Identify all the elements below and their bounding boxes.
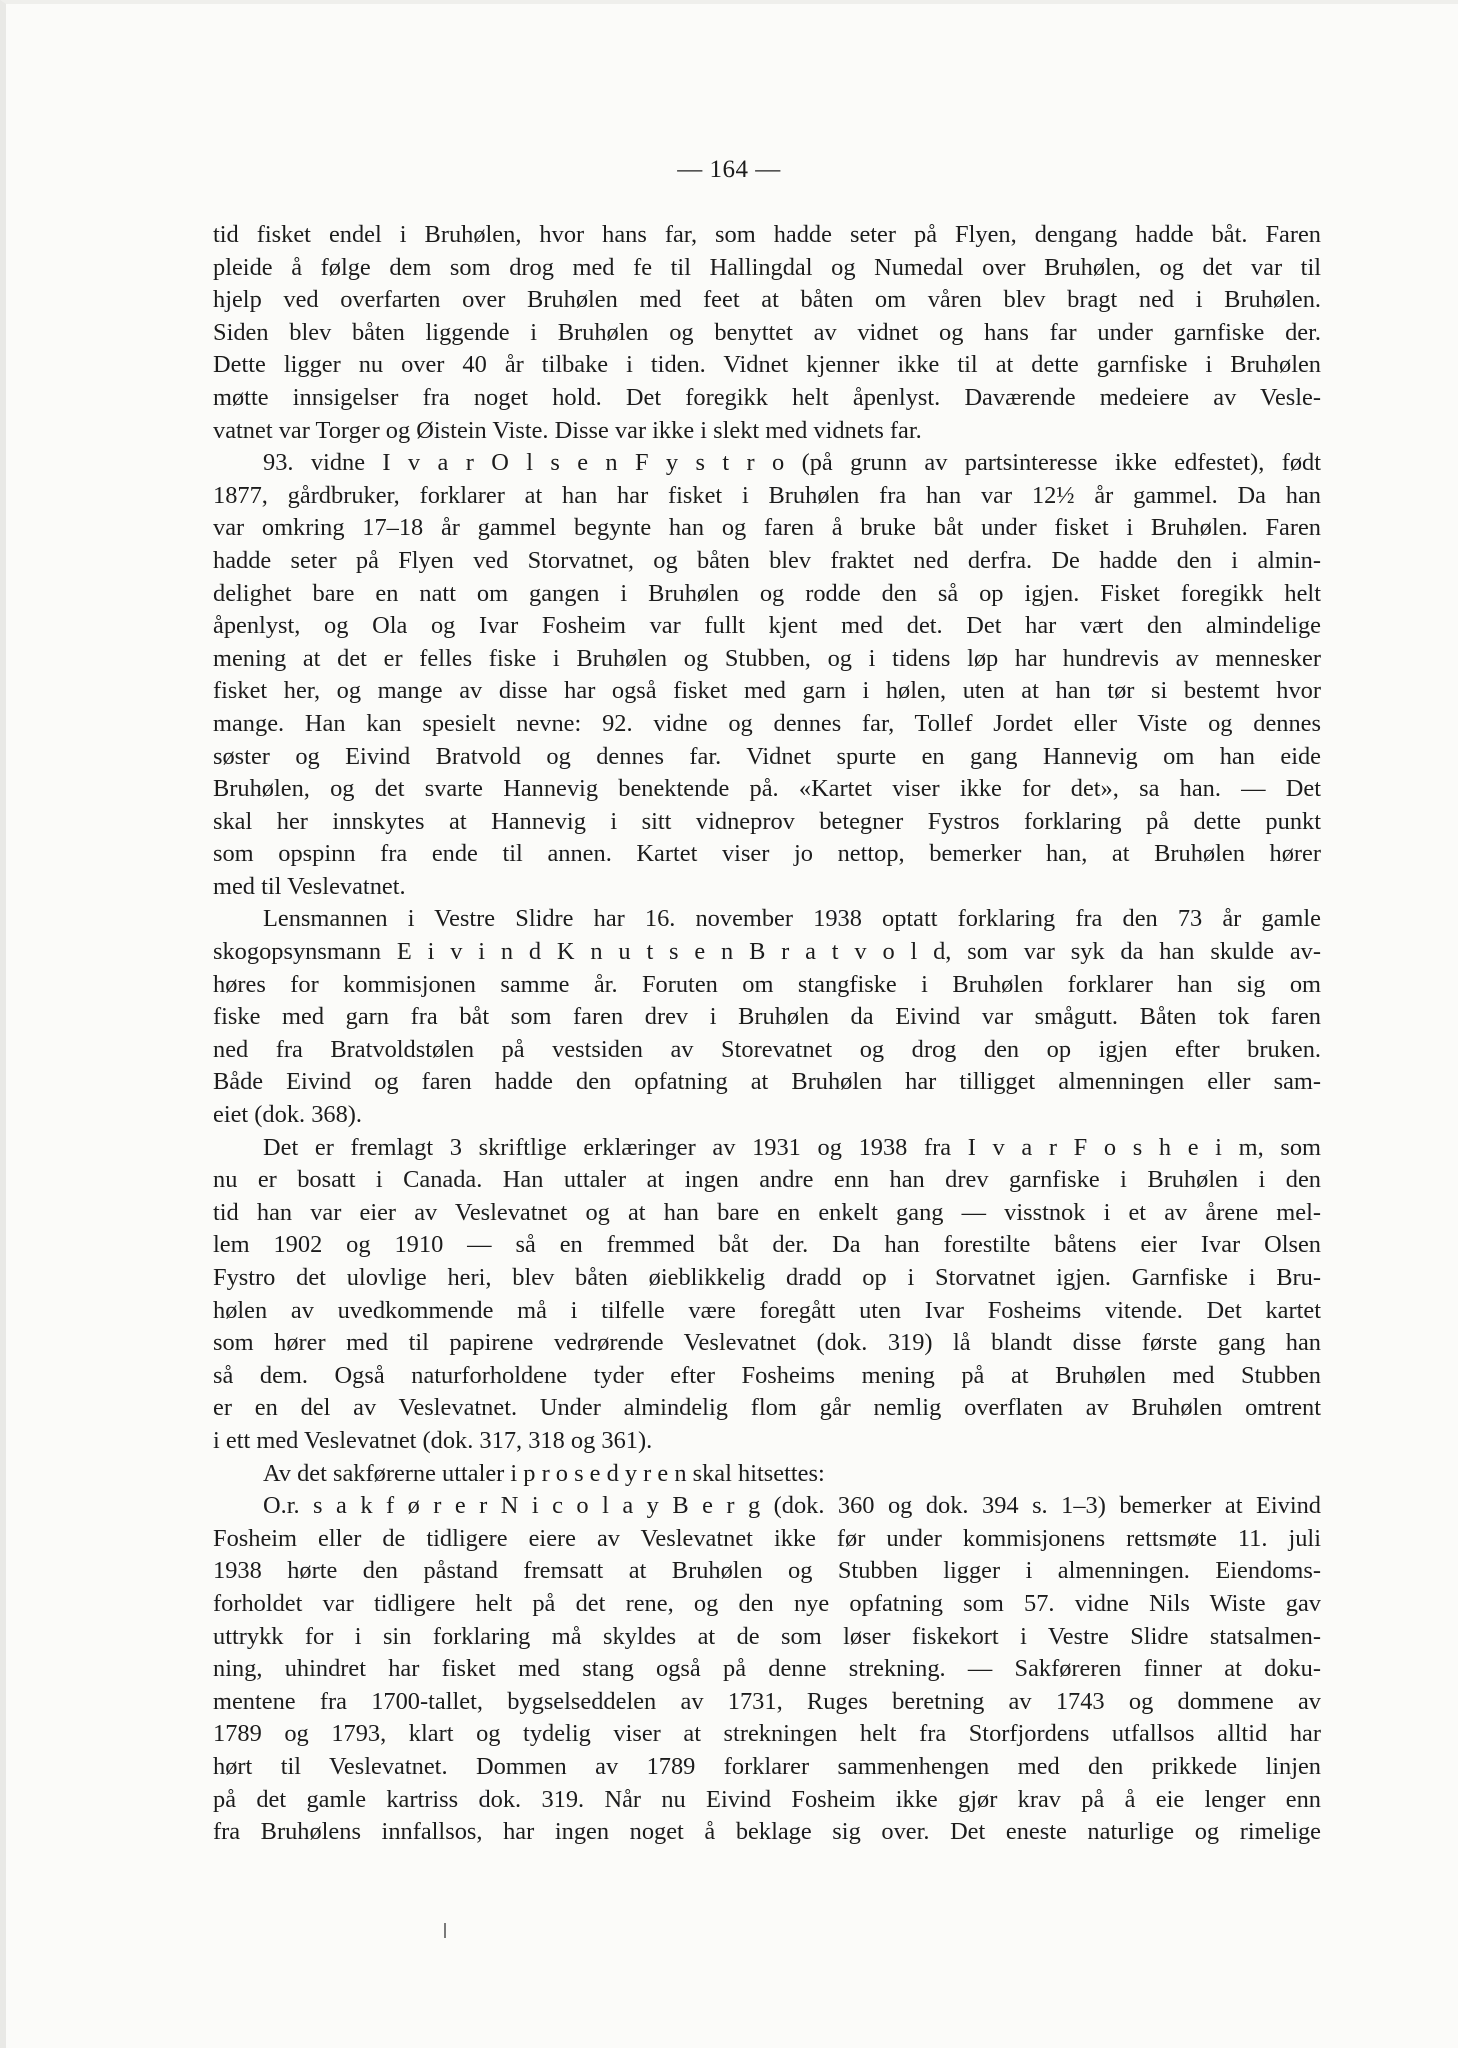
text-line: høres for kommisjonen samme år. Foruten om stangfiske i Bruhølen forklarer han sig om	[213, 970, 1321, 998]
text-line: ning, uhindret har fisket med stang også på denne strekning. — Sakføreren finner at doku-	[213, 1655, 1321, 1683]
text-line: mentene fra 1700-tallet, bygselseddelen av 1731, Ruges beretning av 1743 og dommene av	[213, 1687, 1321, 1715]
text-line: ned fra Bratvoldstølen på vestsiden av Storevatnet og drog den op igjen efter bruken.	[213, 1035, 1321, 1063]
text-line: eiet (dok. 368).	[213, 1101, 363, 1129]
text-line: Av det sakførerne uttaler i p r o s e d y r e n skal hitsettes:	[263, 1459, 825, 1487]
text-line: så dem. Også naturforholdene tyder efter Fosheims mening på at Bruhølen med Stubben	[213, 1361, 1321, 1389]
text-line: fiske med garn fra båt som faren drev i Bruhølen da Eivind var smågutt. Båten tok faren	[213, 1003, 1321, 1031]
text-line: 1789 og 1793, klart og tydelig viser at strekningen helt fra Storfjordens utfallsos alltid har	[213, 1720, 1321, 1748]
text-line: Siden blev båten liggende i Bruhølen og benyttet av vidnet og hans far under garnfiske der.	[213, 318, 1321, 346]
text-line: 93. vidne I v a r O l s e n F y s t r o (på grunn av partsinteresse ikke edfestet), født	[263, 449, 1321, 477]
text-line: åpenlyst, og Ola og Ivar Fosheim var fullt kjent med det. Det har vært den almindelige	[213, 612, 1321, 640]
text-line: i ett med Veslevatnet (dok. 317, 318 og 361).	[213, 1426, 653, 1454]
text-line: delighet bare en natt om gangen i Bruhølen og rodde den så op igjen. Fisket foregikk helt	[213, 579, 1321, 607]
text-line: Bruhølen, og det svarte Hannevig benektende på. «Kartet viser ikke for det», sa han. — Det	[213, 775, 1321, 803]
text-line: nu er bosatt i Canada. Han uttaler at ingen andre enn han drev garnfiske i Bruhølen i den	[213, 1166, 1321, 1194]
text-line: skogopsynsmann E i v i n d K n u t s e n B r a t v o l d, som var syk da han skulde av-	[213, 938, 1321, 966]
text-line: mange. Han kan spesielt nevne: 92. vidne og dennes far, Tollef Jordet eller Viste og dennes	[213, 709, 1321, 737]
text-line: Det er fremlagt 3 skriftlige erklæringer av 1931 og 1938 fra I v a r F o s h e i m, som	[263, 1133, 1321, 1161]
text-line: tid fisket endel i Bruhølen, hvor hans far, som hadde seter på Flyen, dengang hadde båt. Faren	[213, 221, 1321, 248]
body-text	[213, 219, 1321, 1849]
text-line: møtte innsigelser fra noget hold. Det foregikk helt åpenlyst. Daværende medeiere av Vesle-	[213, 383, 1321, 411]
text-line: mening at det er felles fiske i Bruhølen og Stubben, og i tidens løp har hundrevis av mennesker	[213, 644, 1321, 672]
text-line: på det gamle kartriss dok. 319. Når nu Eivind Fosheim ikke gjør krav på å eie lenger enn	[213, 1785, 1321, 1813]
text-line: fisket her, og mange av disse har også fisket med garn i hølen, uten at han tør si bestemt hvor	[213, 677, 1321, 705]
text-line: med til Veslevatnet.	[213, 872, 406, 900]
text-line: tid han var eier av Veslevatnet og at han bare en enkelt gang — visstnok i et av årene mel-	[213, 1198, 1321, 1226]
text-line: pleide å følge dem som drog med fe til Hallingdal og Numedal over Bruhølen, og det var til	[213, 253, 1321, 281]
text-line: Fystro det ulovlige heri, blev båten øieblikkelig dradd op i Storvatnet igjen. Garnfiske i Bru-	[213, 1264, 1321, 1291]
text-line: Både Eivind og faren hadde den opfatning at Bruhølen har tilligget almenningen eller sam-	[213, 1068, 1321, 1096]
text-line: lem 1902 og 1910 — så en fremmed båt der. Da han forestilte båtens eier Ivar Olsen	[213, 1231, 1321, 1259]
text-line: forholdet var tidligere helt på det rene, og den nye opfatning som 57. vidne Nils Wiste gav	[213, 1589, 1321, 1617]
text-line: er en del av Veslevatnet. Under almindelig flom går nemlig overflaten av Bruhølen omtrent	[213, 1394, 1321, 1422]
text-line: som hører med til papirene vedrørende Veslevatnet (dok. 319) lå blandt disse første gang han	[213, 1329, 1321, 1357]
text-line: uttrykk for i sin forklaring må skyldes at de som løser fiskekort i Vestre Slidre statsalmen-	[213, 1622, 1321, 1650]
text-line: søster og Eivind Bratvold og dennes far. Vidnet spurte en gang Hannevig om han eide	[213, 742, 1321, 770]
text-line: skal her innskytes at Hannevig i sitt vidneprov betegner Fystros forklaring på dette punkt	[213, 807, 1321, 835]
text-line: fra Bruhølens innfallsos, har ingen noget å beklage sig over. Det eneste naturlige og rimelige	[213, 1818, 1321, 1846]
text-line: hørt til Veslevatnet. Dommen av 1789 forklarer sammenhengen med den prikkede linjen	[213, 1752, 1321, 1780]
text-line: Lensmannen i Vestre Slidre har 16. november 1938 optatt forklaring fra den 73 år gamle	[263, 905, 1321, 933]
text-line: 1938 hørte den påstand fremsatt at Bruhølen og Stubben ligger i almenningen. Eiendoms-	[213, 1557, 1321, 1585]
text-line: Fosheim eller de tidligere eiere av Veslevatnet ikke før under kommisjonens rettsmøte 11. juli	[213, 1524, 1321, 1552]
text-line: var omkring 17–18 år gammel begynte han og faren å bruke båt under fisket i Bruhølen. Faren	[213, 514, 1321, 542]
page-number: — 164 —	[677, 156, 781, 183]
text-line: 1877, gårdbruker, forklarer at han har fisket i Bruhølen fra han var 12½ år gammel. Da han	[213, 481, 1321, 509]
text-line: Dette ligger nu over 40 år tilbake i tiden. Vidnet kjenner ikke til at dette garnfiske i Bruhølen	[213, 351, 1321, 379]
text-line: vatnet var Torger og Øistein Viste. Disse var ikke i slekt med vidnets far.	[213, 416, 922, 444]
text-line: O.r. s a k f ø r e r N i c o l a y B e r g (dok. 360 og dok. 394 s. 1–3) bemerker at Eivind	[263, 1492, 1321, 1520]
text-line: hølen av uvedkommende må i tilfelle være foregått uten Ivar Fosheims vitende. Det kartet	[213, 1296, 1321, 1324]
text-line: hjelp ved overfarten over Bruhølen med feet at båten om våren blev bragt ned i Bruhølen.	[213, 286, 1321, 314]
text-line: hadde seter på Flyen ved Storvatnet, og båten blev fraktet ned derfra. De hadde den i almin-	[213, 546, 1321, 574]
text-line: som opspinn fra ende til annen. Kartet viser jo nettop, bemerker han, at Bruhølen hører	[213, 840, 1321, 868]
scan-tick-mark	[444, 1923, 446, 1938]
